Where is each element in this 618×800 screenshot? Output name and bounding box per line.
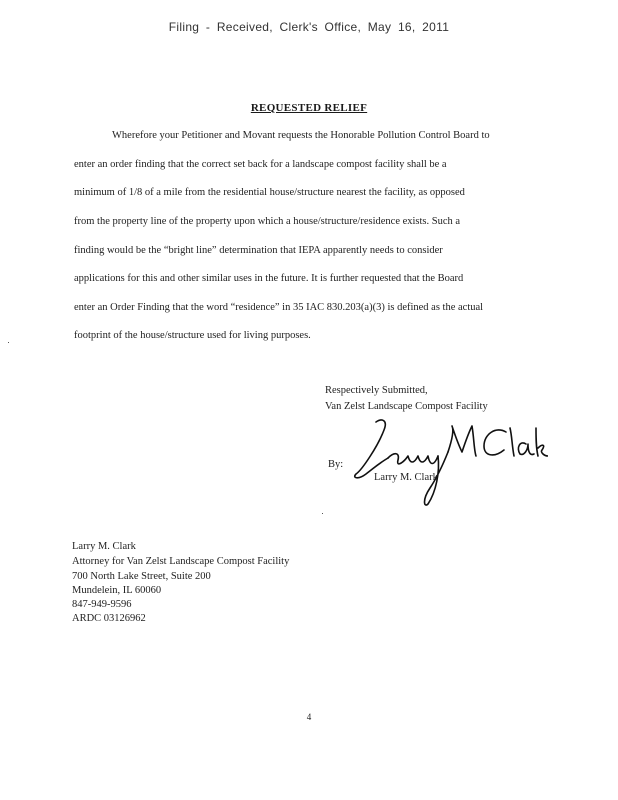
attorney-line: Attorney for Van Zelst Landscape Compost Facility [72, 556, 290, 567]
section-title: REQUESTED RELIEF [250, 102, 368, 114]
paragraph-line: finding would be the “bright line” determination that IEPA apparently needs to consider [74, 245, 443, 256]
paragraph-line: minimum of 1/8 of a mile from the residential house/structure nearest the facility, as opposed [74, 187, 465, 198]
paragraph-line: applications for this and other similar uses in the future. It is further requested that the Board [74, 273, 464, 284]
paragraph-line: enter an Order Finding that the word “residence” in 35 IAC 830.203(a)(3) is defined as the actual [74, 302, 484, 313]
attorney-line: ARDC 03126962 [72, 613, 146, 624]
paragraph-line: footprint of the house/structure used for living purposes. [74, 330, 311, 341]
organization-name: Van Zelst Landscape Compost Facility [325, 401, 488, 412]
paragraph-line: Wherefore your Petitioner and Movant requests the Honorable Pollution Control Board to [112, 130, 490, 141]
page-number: 4 [306, 712, 312, 722]
scan-speck [8, 342, 9, 343]
attorney-line: 847-949-9596 [72, 599, 132, 610]
paragraph-line: enter an order finding that the correct set back for a landscape compost facility shall be a [74, 159, 447, 170]
attorney-line: Mundelein, IL 60060 [72, 585, 162, 596]
paragraph-line: from the property line of the property upon which a house/structure/residence exists. Such a [74, 216, 461, 227]
signer-name: Larry M. Clark [374, 472, 438, 483]
attorney-line: 700 North Lake Street, Suite 200 [72, 571, 211, 582]
closing-text: Respectively Submitted, [325, 385, 428, 396]
handwritten-signature [348, 412, 548, 507]
scan-speck [322, 513, 323, 514]
by-label: By: [328, 459, 344, 470]
attorney-line: Larry M. Clark [72, 541, 136, 552]
filing-stamp: Filing - Received, Clerk's Office, May 16, 2011 [168, 20, 450, 34]
